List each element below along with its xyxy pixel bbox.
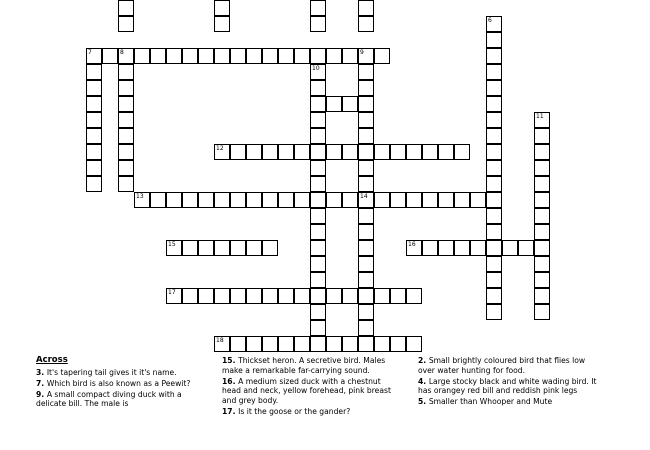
crossword-cell[interactable]	[358, 0, 374, 16]
crossword-cell[interactable]	[422, 192, 438, 208]
crossword-cell[interactable]	[198, 192, 214, 208]
crossword-cell[interactable]	[214, 240, 230, 256]
crossword-cell[interactable]	[166, 288, 182, 304]
crossword-cell[interactable]	[134, 48, 150, 64]
clue-item	[222, 356, 402, 375]
across-heading: Across	[36, 356, 68, 365]
cell-number: 9	[360, 49, 364, 56]
crossword-cell[interactable]	[534, 224, 550, 240]
crossword-cell[interactable]	[374, 144, 390, 160]
crossword-cell[interactable]	[262, 192, 278, 208]
crossword-cell[interactable]	[486, 80, 502, 96]
crossword-cell[interactable]	[294, 336, 310, 352]
crossword-cell[interactable]	[118, 96, 134, 112]
crossword-cell[interactable]	[358, 336, 374, 352]
crossword-cell[interactable]	[358, 96, 374, 112]
crossword-cell[interactable]	[326, 192, 342, 208]
crossword-cell[interactable]	[86, 128, 102, 144]
crossword-cell[interactable]	[486, 160, 502, 176]
clue-number: 2.	[418, 356, 429, 365]
crossword-cell[interactable]	[310, 64, 326, 80]
crossword-cell[interactable]	[310, 160, 326, 176]
crossword-cell[interactable]	[534, 128, 550, 144]
crossword-cell[interactable]	[486, 64, 502, 80]
cell-number: 12	[216, 145, 224, 152]
crossword-cell[interactable]	[534, 288, 550, 304]
crossword-cell[interactable]	[358, 304, 374, 320]
crossword-cell[interactable]	[534, 208, 550, 224]
crossword-cell[interactable]	[310, 272, 326, 288]
crossword-cell[interactable]	[118, 176, 134, 192]
crossword-cell[interactable]	[86, 160, 102, 176]
clue-text: Small brightly coloured bird that flies low over water hunting for food.	[418, 356, 586, 375]
clue-number: 16.	[222, 376, 239, 386]
clue-list-left	[36, 368, 211, 409]
crossword-cell[interactable]	[486, 32, 502, 48]
cell-number: 17	[168, 289, 176, 296]
crossword-cell[interactable]	[486, 176, 502, 192]
crossword-cell[interactable]	[310, 128, 326, 144]
crossword-cell[interactable]	[214, 16, 230, 32]
clues-section	[0, 356, 650, 450]
crossword-cell[interactable]	[230, 192, 246, 208]
crossword-cell[interactable]	[310, 336, 326, 352]
crossword-cell[interactable]	[230, 336, 246, 352]
clue-number: 5.	[418, 397, 429, 407]
crossword-cell[interactable]	[358, 192, 374, 208]
crossword-cell[interactable]	[438, 144, 454, 160]
crossword-cell[interactable]	[86, 80, 102, 96]
clue-item	[418, 356, 603, 375]
crossword-cell[interactable]	[342, 192, 358, 208]
crossword-cell[interactable]	[134, 192, 150, 208]
crossword-cell[interactable]	[294, 48, 310, 64]
crossword-cell[interactable]	[310, 112, 326, 128]
crossword-cell[interactable]	[214, 144, 230, 160]
crossword-cell[interactable]	[278, 288, 294, 304]
crossword-cell[interactable]	[502, 240, 518, 256]
crossword-cell[interactable]	[294, 192, 310, 208]
cell-number: 14	[360, 193, 368, 200]
crossword-cell[interactable]	[310, 0, 326, 16]
crossword-cell[interactable]	[534, 272, 550, 288]
crossword-cell[interactable]	[534, 304, 550, 320]
crossword-cell[interactable]	[246, 336, 262, 352]
crossword-cell[interactable]	[390, 336, 406, 352]
crossword-cell[interactable]	[182, 240, 198, 256]
crossword-cell[interactable]	[182, 288, 198, 304]
crossword-cell[interactable]	[310, 16, 326, 32]
crossword-cell[interactable]	[342, 336, 358, 352]
crossword-cell[interactable]	[214, 48, 230, 64]
crossword-cell[interactable]	[486, 48, 502, 64]
crossword-cell[interactable]	[534, 256, 550, 272]
crossword-cell[interactable]	[358, 288, 374, 304]
clue-number: 15.	[222, 356, 239, 365]
crossword-cell[interactable]	[310, 304, 326, 320]
crossword-cell[interactable]	[166, 240, 182, 256]
crossword-cell[interactable]	[358, 16, 374, 32]
crossword-cell[interactable]	[486, 224, 502, 240]
crossword-cell[interactable]	[326, 336, 342, 352]
crossword-cell[interactable]	[310, 288, 326, 304]
crossword-cell[interactable]	[230, 48, 246, 64]
crossword-cell[interactable]	[118, 64, 134, 80]
crossword-cell[interactable]	[326, 48, 342, 64]
crossword-cell[interactable]	[358, 208, 374, 224]
crossword-cell[interactable]	[198, 48, 214, 64]
crossword-cell[interactable]	[294, 144, 310, 160]
crossword-cell[interactable]	[358, 144, 374, 160]
clue-item	[418, 397, 603, 407]
crossword-cell[interactable]	[86, 64, 102, 80]
crossword-cell[interactable]	[358, 80, 374, 96]
crossword-cell[interactable]	[486, 16, 502, 32]
crossword-cell[interactable]	[246, 48, 262, 64]
crossword-cell[interactable]	[310, 144, 326, 160]
crossword-cell[interactable]	[374, 288, 390, 304]
crossword-cell[interactable]	[310, 80, 326, 96]
crossword-cell[interactable]	[470, 192, 486, 208]
crossword-cell[interactable]	[358, 272, 374, 288]
clue-list-right	[418, 356, 603, 407]
crossword-cell[interactable]	[390, 192, 406, 208]
crossword-cell[interactable]	[534, 112, 550, 128]
clue-text: A small compact diving duck with a delicate bill. The male is	[36, 389, 182, 409]
crossword-cell[interactable]	[374, 336, 390, 352]
crossword-cell[interactable]	[518, 240, 534, 256]
crossword-cell[interactable]	[534, 240, 550, 256]
crossword-cell[interactable]	[166, 192, 182, 208]
clue-text: Is it the goose or the gander?	[238, 406, 351, 416]
crossword-cell[interactable]	[310, 240, 326, 256]
crossword-cell[interactable]	[86, 112, 102, 128]
crossword-cell[interactable]	[262, 240, 278, 256]
crossword-cell[interactable]	[182, 48, 198, 64]
clue-item	[222, 407, 402, 417]
crossword-cell[interactable]	[358, 64, 374, 80]
crossword-cell[interactable]	[406, 336, 422, 352]
crossword-cell[interactable]	[262, 144, 278, 160]
crossword-cell[interactable]	[454, 192, 470, 208]
cell-number: 13	[136, 193, 144, 200]
crossword-cell[interactable]	[86, 48, 102, 64]
crossword-cell[interactable]	[198, 240, 214, 256]
crossword-cell[interactable]	[486, 272, 502, 288]
crossword-cell[interactable]	[310, 224, 326, 240]
clue-number: 17.	[222, 406, 239, 416]
clue-text: Which bird is also known as a Peewit?	[46, 378, 191, 388]
cell-number: 15	[168, 241, 176, 248]
crossword-cell[interactable]	[294, 288, 310, 304]
crossword-cell[interactable]	[310, 96, 326, 112]
clues-column-middle	[222, 356, 402, 418]
crossword-cell[interactable]	[150, 192, 166, 208]
crossword-cell[interactable]	[102, 48, 118, 64]
crossword-cell[interactable]	[358, 112, 374, 128]
crossword-cell[interactable]	[278, 48, 294, 64]
crossword-cell[interactable]	[198, 288, 214, 304]
crossword-cell[interactable]	[454, 240, 470, 256]
crossword-cell[interactable]	[486, 304, 502, 320]
clue-item	[36, 379, 211, 389]
crossword-cell[interactable]	[534, 144, 550, 160]
crossword-cell[interactable]	[358, 224, 374, 240]
cell-number: 8	[120, 49, 124, 56]
crossword-cell[interactable]	[486, 288, 502, 304]
crossword-cell[interactable]	[486, 208, 502, 224]
crossword-cell[interactable]	[310, 320, 326, 336]
clue-text: Large stocky black and white wading bird. It has orangey red bill and reddish pink legs	[418, 376, 597, 396]
crossword-cell[interactable]	[246, 144, 262, 160]
clue-number: 7.	[36, 378, 47, 388]
crossword-cell[interactable]	[390, 288, 406, 304]
crossword-cell[interactable]	[86, 144, 102, 160]
crossword-cell[interactable]	[486, 128, 502, 144]
crossword-cell[interactable]	[278, 336, 294, 352]
crossword-cell[interactable]	[278, 144, 294, 160]
clue-text: A medium sized duck with a chestnut head and neck, yellow forehead, pink breast and grey body.	[222, 376, 391, 405]
clue-item	[418, 377, 603, 396]
cell-number: 10	[312, 65, 320, 72]
crossword-cell[interactable]	[278, 192, 294, 208]
crossword-cell[interactable]	[342, 288, 358, 304]
crossword-cell[interactable]	[358, 48, 374, 64]
crossword-cell[interactable]	[342, 48, 358, 64]
crossword-cell[interactable]	[310, 192, 326, 208]
crossword-cell[interactable]	[230, 144, 246, 160]
crossword-cell[interactable]	[262, 288, 278, 304]
crossword-cell[interactable]	[534, 160, 550, 176]
crossword-cell[interactable]	[438, 192, 454, 208]
crossword-cell[interactable]	[534, 176, 550, 192]
crossword-cell[interactable]	[246, 240, 262, 256]
crossword-cell[interactable]	[486, 112, 502, 128]
crossword-cell[interactable]	[86, 176, 102, 192]
crossword-cell[interactable]	[358, 160, 374, 176]
clue-text: It's tapering tail gives it it's name.	[46, 367, 177, 377]
crossword-cell[interactable]	[118, 144, 134, 160]
crossword-cell[interactable]	[310, 208, 326, 224]
crossword-cell[interactable]	[438, 240, 454, 256]
crossword-cell[interactable]	[486, 96, 502, 112]
clue-number: 9.	[36, 389, 47, 399]
crossword-cell[interactable]	[86, 96, 102, 112]
clue-item	[36, 368, 211, 378]
crossword-cell[interactable]	[342, 96, 358, 112]
crossword-cell[interactable]	[246, 288, 262, 304]
crossword-cell[interactable]	[118, 0, 134, 16]
crossword-cell[interactable]	[454, 144, 470, 160]
crossword-cell[interactable]	[326, 288, 342, 304]
crossword-cell[interactable]	[182, 192, 198, 208]
crossword-cell[interactable]	[310, 256, 326, 272]
cell-number: 6	[488, 17, 492, 24]
crossword-cell[interactable]	[358, 320, 374, 336]
crossword-cell[interactable]	[406, 192, 422, 208]
crossword-cell[interactable]	[486, 240, 502, 256]
cell-number: 11	[536, 113, 544, 120]
crossword-cell[interactable]	[406, 240, 422, 256]
crossword-cell[interactable]	[486, 192, 502, 208]
crossword-cell[interactable]	[230, 240, 246, 256]
crossword-cell[interactable]	[246, 192, 262, 208]
crossword-cell[interactable]	[118, 160, 134, 176]
crossword-cell[interactable]	[358, 128, 374, 144]
clues-column-left	[36, 356, 211, 410]
crossword-cell[interactable]	[358, 256, 374, 272]
clue-item	[36, 390, 211, 409]
clue-list-middle	[222, 356, 402, 417]
cell-number: 7	[88, 49, 92, 56]
crossword-cell[interactable]	[230, 288, 246, 304]
crossword-cell[interactable]	[262, 336, 278, 352]
crossword-cell[interactable]	[326, 144, 342, 160]
cell-number: 18	[216, 337, 224, 344]
crossword-cell[interactable]	[406, 288, 422, 304]
cell-number: 16	[408, 241, 416, 248]
crossword-cell[interactable]	[214, 0, 230, 16]
crossword-cell[interactable]	[118, 128, 134, 144]
crossword-cell[interactable]	[214, 192, 230, 208]
crossword-cell[interactable]	[406, 144, 422, 160]
crossword-cell[interactable]	[118, 112, 134, 128]
clue-text: Thickset heron. A secretive bird. Males make a remarkable far-carrying sound.	[222, 356, 386, 375]
crossword-cell[interactable]	[422, 144, 438, 160]
crossword-cell[interactable]	[166, 48, 182, 64]
crossword-cell[interactable]	[326, 96, 342, 112]
crossword-cell[interactable]	[118, 16, 134, 32]
crossword-cell[interactable]	[214, 336, 230, 352]
crossword-cell[interactable]	[358, 176, 374, 192]
crossword-cell[interactable]	[310, 48, 326, 64]
crossword-cell[interactable]	[310, 176, 326, 192]
crossword-cell[interactable]	[374, 48, 390, 64]
crossword-cell[interactable]	[390, 144, 406, 160]
clue-text: Smaller than Whooper and Mute	[428, 397, 553, 407]
clue-number: 4.	[418, 376, 429, 386]
clue-number: 3.	[36, 367, 47, 377]
crossword-cell[interactable]	[534, 192, 550, 208]
crossword-cell[interactable]	[422, 240, 438, 256]
crossword-cell[interactable]	[342, 144, 358, 160]
crossword-cell[interactable]	[486, 256, 502, 272]
crossword-cell[interactable]	[486, 144, 502, 160]
crossword-cell[interactable]	[374, 192, 390, 208]
crossword-cell[interactable]	[470, 240, 486, 256]
crossword-cell[interactable]	[214, 288, 230, 304]
clues-column-right	[418, 356, 603, 408]
crossword-cell[interactable]	[118, 80, 134, 96]
clue-item	[222, 377, 402, 406]
crossword-cell[interactable]	[150, 48, 166, 64]
crossword-cell[interactable]	[262, 48, 278, 64]
crossword-cell[interactable]	[358, 240, 374, 256]
crossword-cell[interactable]	[118, 48, 134, 64]
